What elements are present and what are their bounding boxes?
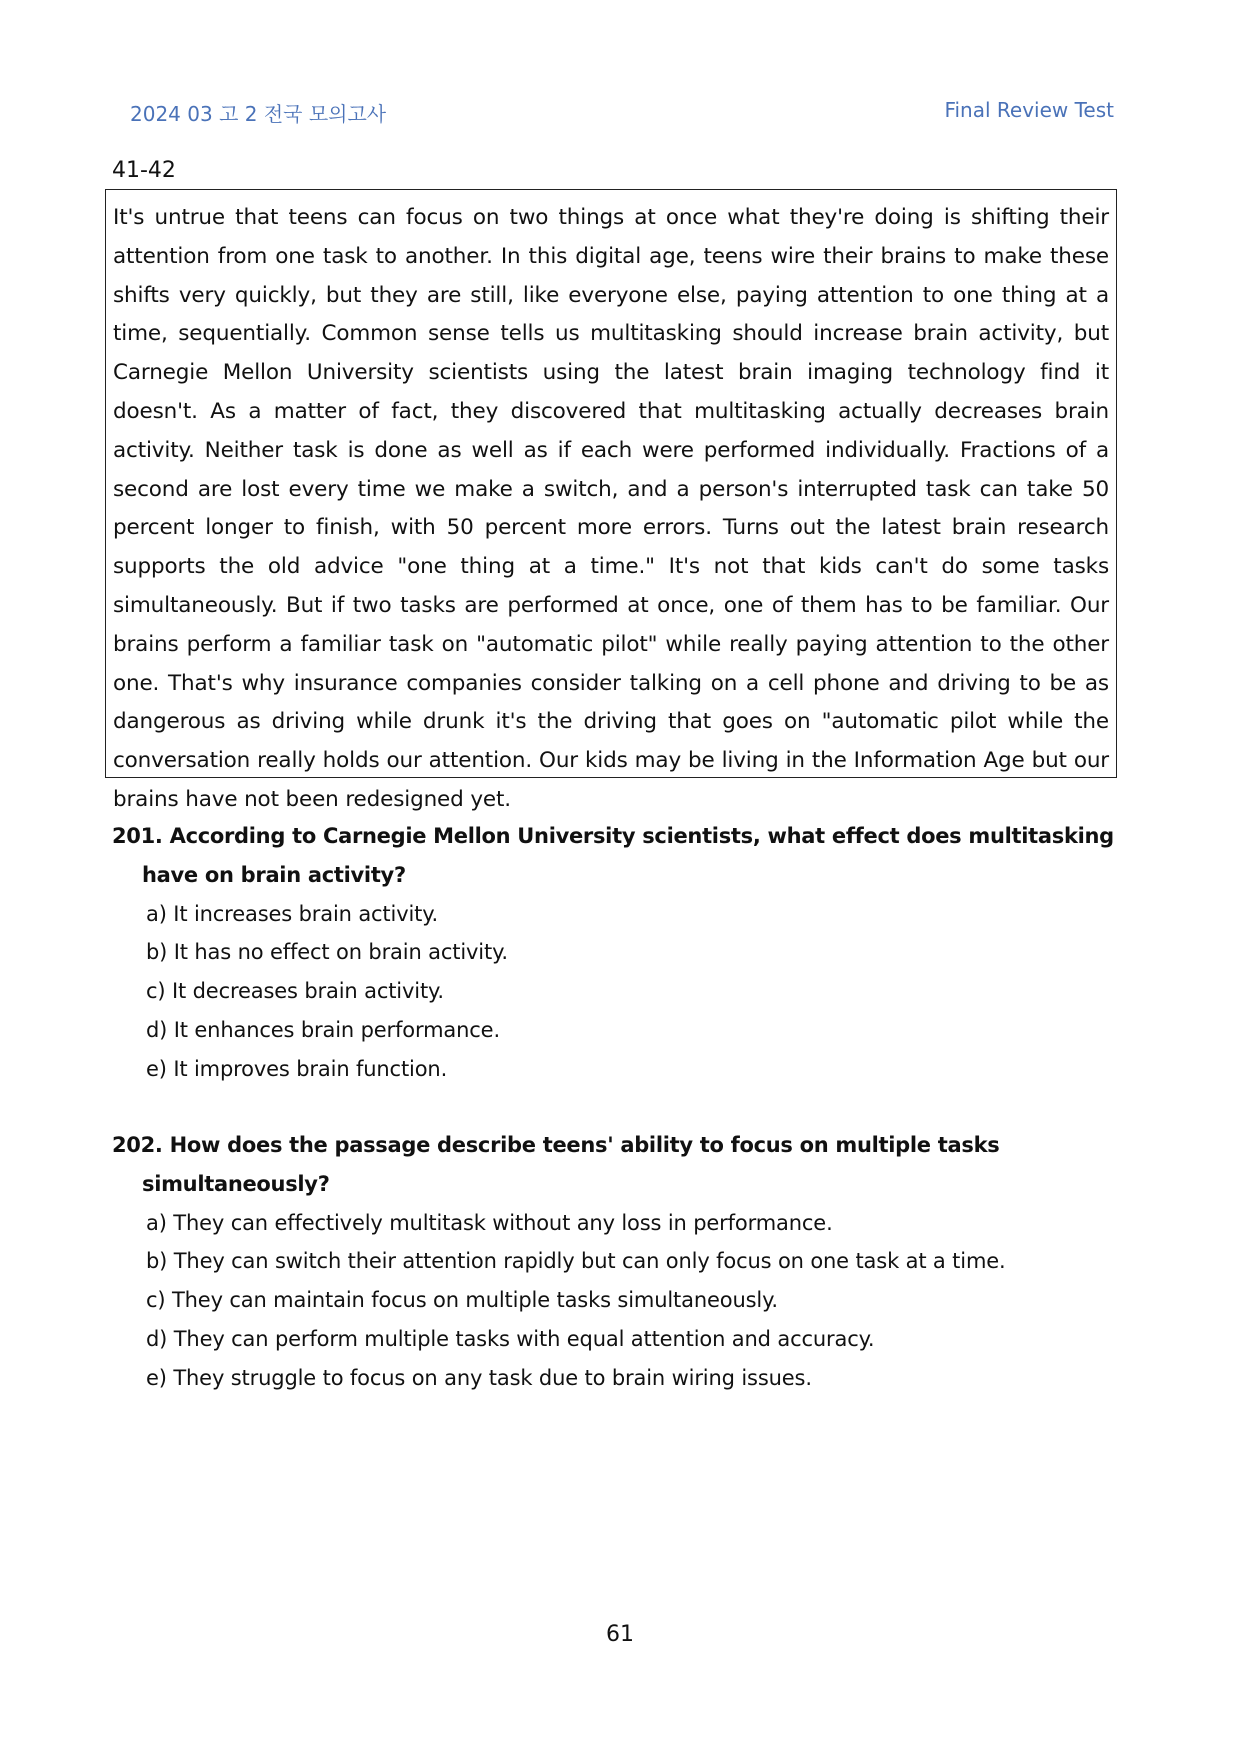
option-a: a) They can effectively multitask without any loss in performance. [146, 1210, 833, 1235]
option-d: d) They can perform multiple tasks with equal attention and accuracy. [146, 1326, 875, 1351]
option-a: a) It increases brain activity. [146, 901, 439, 926]
option-c: c) It decreases brain activity. [146, 979, 444, 1004]
question-stem: 201. According to Carnegie Mellon University scientists, what effect does multitasking have on brain activity? [112, 824, 1114, 887]
answer-options [112, 1204, 1122, 1398]
passage-label: 41-42 [112, 158, 176, 183]
passage-box [105, 189, 1117, 812]
page-number: 61 [606, 1622, 634, 1647]
option-d: d) It enhances brain performance. [146, 1017, 500, 1042]
option-e: e) They struggle to focus on any task due to brain wiring issues. [146, 1365, 812, 1390]
option-e: e) It improves brain function. [146, 1056, 448, 1081]
question-202 [112, 1126, 1122, 1398]
option-b: b) They can switch their attention rapidly but can only focus on one task at a time. [146, 1249, 1006, 1274]
header-exam-title: 2024 03 고 2 전국 모의고사 [130, 102, 387, 126]
option-c: c) They can maintain focus on multiple tasks simultaneously. [146, 1288, 778, 1313]
question-201 [112, 817, 1122, 1089]
answer-options [112, 895, 1122, 1089]
option-b: b) It has no effect on brain activity. [146, 940, 508, 965]
passage-text: It's untrue that teens can focus on two things at once what they're doing is shifting their attention from one task to another. In this digital age, teens wire their brains to make these shifts very quickly, but they are still, like everyone else, paying attention to one thing at a time, sequentially. Common sense tells us multitasking should increase brain activity, but Carnegie Mellon University scientists using the latest brain imaging technology find it doesn't. As a matter of fact, they discovered that multitasking actually decreases brain activity. Neither task is done as well as if each were performed individually. Fractions of a second are lost every time we make a switch, and a person's interrupted task can take 50 percent longer to finish, with 50 percent more errors. Turns out the latest brain research supports the old advice "one thing at a time." It's not that kids can't do some tasks simultaneously. But if two tasks are performed at once, one of them has to be familiar. Our brains perform a familiar task on "automatic pilot" while really paying attention to the other one. That's why insurance companies consider talking on a cell phone and driving to be as dangerous as driving while drunk it's the driving that goes on "automatic pilot while the conversation really holds our attention. Our kids may be living in the Information Age but our brains have not been redesigned yet. [113, 205, 1109, 812]
header-test-name: Final Review Test [944, 98, 1114, 122]
question-stem: 202. How does the passage describe teens' ability to focus on multiple tasks simultaneously? [112, 1133, 1000, 1196]
